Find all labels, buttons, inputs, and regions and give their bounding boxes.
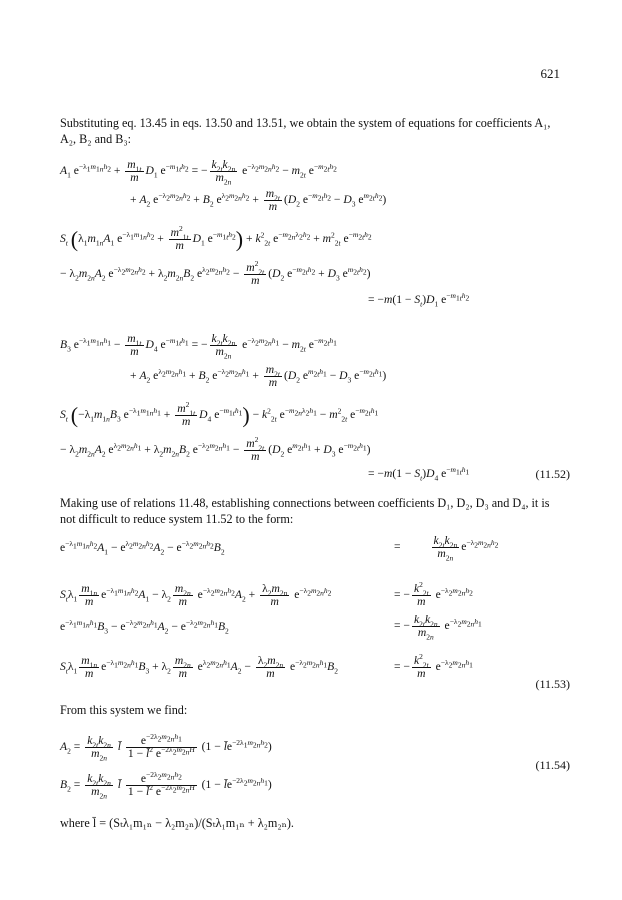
equation-line: $e^{-\lambda_1m_{1n}h_1}B_3 - e^{-\lambda_2m_{2n}h_1}A_2 - e^{-\lambda_2m_{2n}h_1}B_2$ — [60, 618, 229, 636]
equation-line: $A_2$ = $\frac{k_{2t}k_{2n}}{m_{2n}}$ l̄ $\frac{e^{-2\lambda_2m_{2n}h_1}}{1 - l̄^2 e^{-2\lambda_2m_{2n}H}}$ $(1 - l̄e^{-2\lambda_1m_{2n}h_2})$ — [60, 732, 272, 763]
equation-line: = − $\frac{k^2_{2t}}{m}$ $e^{-\lambda_2m_{2n}h_2}$ — [394, 580, 473, 608]
equation-line: = $-m(1 - S_t)D_4$ $e^{-m_{1t}h_1}$ — [368, 465, 470, 483]
equation-line: $S_t$ ($\lambda_1m_{1n}A_1$ $e^{-\lambda_1m_{1n}h_2}$ + $\frac{m^2_{1t}}{m}$ $D_1$ $e^{-m_{1t}h_2}) + k^2_{2t}$ $e^{-m_{2n}\lambda_2h_2} + m^2_{2t}$ $e^{-m_{2t}h_2}$ — [60, 224, 372, 252]
equation-line: + $A_2$ $e^{-\lambda_2m_{2n}h_2} + B_2$ $e^{\lambda_2m_{2n}h_2}$ + $\frac{m_{2t}}{m}$ ($D_2$ $e^{-m_{2t}h_2} - D_3$ $e^{m_{2t}h_2}$) — [130, 187, 387, 213]
equation-line: $S_t\lambda_1$ $\frac{m_{1n}}{m}$ $e^{-\lambda_1m_{1n}h_2}A_1 - \lambda_2$ $\frac{m_{2n}}{m}$ $e^{-\lambda_2m_{2n}h_2}A_2$ + $\frac{\lambda_2m_{2n}}{m}$ $e^{-\lambda_2m_{2n}h_2}$ — [60, 582, 332, 608]
equation-line: $S_t$ ($-\lambda_1m_{1n}B_3$ $e^{-\lambda_1m_{1n}h_1}$ + $\frac{m^2_{1t}}{m}$ $D_4$ $e^{-m_{1t}h_1}) - k^2_{2t}$ $e^{-m_{2n}\lambda_2h_1} - m^2_{2t}$ $e^{-m_{2t}h_1}$ — [60, 400, 379, 428]
equation-line: = − $\frac{k^2_{2t}}{m}$ $e^{-\lambda_2m_{2n}h_1}$ — [394, 652, 473, 680]
equation-line: = − $\frac{k_{2t}k_{2n}}{m_{2n}}$ $e^{-\lambda_2m_{2n}h_1}$ — [394, 613, 482, 642]
equation-line: = $\frac{k_{2t}k_{2n}}{m_{2n}}$ $e^{-\lambda_2m_{2n}h_2}$ — [394, 534, 499, 563]
equation-line: = $-m(1 - S_t)D_1$ $e^{-m_{1t}h_2}$ — [368, 291, 470, 309]
equation-number: (11.52) — [535, 467, 570, 481]
find-paragraph: From this system we find: — [60, 703, 188, 717]
equation-number: (11.54) — [535, 758, 570, 772]
equation-line: + $A_2$ $e^{\lambda_2m_{2n}h_1} + B_2$ $e^{-\lambda_2m_{2n}h_1}$ + $\frac{m_{2t}}{m}$ ($D_2$ $e^{m_{2t}h_1} - D_3$ $e^{-m_{2t}h_1}$) — [130, 363, 387, 389]
equation-number: (11.53) — [535, 677, 570, 691]
equation-line: $B_2$ = $\frac{k_{2t}k_{2n}}{m_{2n}}$ l̄ $\frac{e^{-2\lambda_2m_{2n}h_2}}{1 - l̄^2 e^{-2\lambda_2m_{2n}H}}$ $(1 - l̄e^{-2\lambda_2m_{2n}h_1})$ — [60, 770, 272, 801]
page-number: 621 — [540, 66, 560, 81]
relations-paragraph: Making use of relations 11.48, establishing connections between coefficients D₁, D₂, D₃ and D₄, it is not difficult to reduce system 11.52 to the form: — [60, 496, 550, 526]
equation-line: $A_1$ $e^{-\lambda_1m_{1n}h_2}$ + $\frac{m_{1t}}{m}$ $D_1$ $e^{-m_{1t}h_2}$ = − $\frac{k_{2t}k_{2n}}{m_{2n}}$ $e^{-\lambda_2m_{2n}h_2} - m_{2t}$ $e^{-m_{2t}h_2}$ — [60, 158, 337, 187]
equation-line: $S_t\lambda_1$ $\frac{m_{1n}}{m}$ $e^{-\lambda_1m_{2n}h_1}B_3 + \lambda_2$ $\frac{m_{2n}}{m}$ $e^{\lambda_2m_{2n}h_1}A_2$ − $\frac{\lambda_2m_{2n}}{m}$ $e^{-\lambda_2m_{2n}h_1}B_2$ — [60, 654, 339, 680]
equation-line: − $\lambda_2m_{2n}A_2$ $e^{-\lambda_2m_{2n}h_2} + \lambda_2m_{2n}B_2$ $e^{\lambda_2m_{2n}h_2}$ − $\frac{m^2_{2t}}{m}$ ($D_2$ $e^{-m_{2t}h_2} + D_3$ $e^{m_{2t}h_2}$) — [60, 259, 371, 287]
equation-line: $B_3$ $e^{-\lambda_1m_{1n}h_1}$ − $\frac{m_{1t}}{m}$ $D_4$ $e^{-m_{1t}h_1}$ = − $\frac{k_{2t}k_{2n}}{m_{2n}}$ $e^{-\lambda_2m_{2n}h_1} - m_{2t}$ $e^{-m_{2t}h_1}$ — [60, 332, 337, 361]
where-paragraph: where l̄ = (Sₜλ₁m₁ₙ − λ₂m₂ₙ)/(Sₜλ₁m₁ₙ + λ₂m₂ₙ). — [60, 816, 294, 830]
intro-paragraph: Substituting eq. 13.45 in eqs. 13.50 and 13.51, we obtain the system of equations for coefficients A₁, A₂, B₂ and B₃: — [60, 116, 551, 146]
equation-line: $e^{-\lambda_1m_{1n}h_2}A_1 - e^{\lambda_2m_{2n}h_2}A_2 - e^{-\lambda_2m_{2n}h_2}B_2$ — [60, 539, 225, 557]
equation-line: − $\lambda_2m_{2n}A_2$ $e^{\lambda_2m_{2n}h_1} + \lambda_2m_{2n}B_2$ $e^{-\lambda_2m_{2n}h_1}$ − $\frac{m^2_{2t}}{m}$ ($D_2$ $e^{m_{2t}h_1} + D_3$ $e^{-m_{2t}h_1}$) — [60, 435, 371, 463]
